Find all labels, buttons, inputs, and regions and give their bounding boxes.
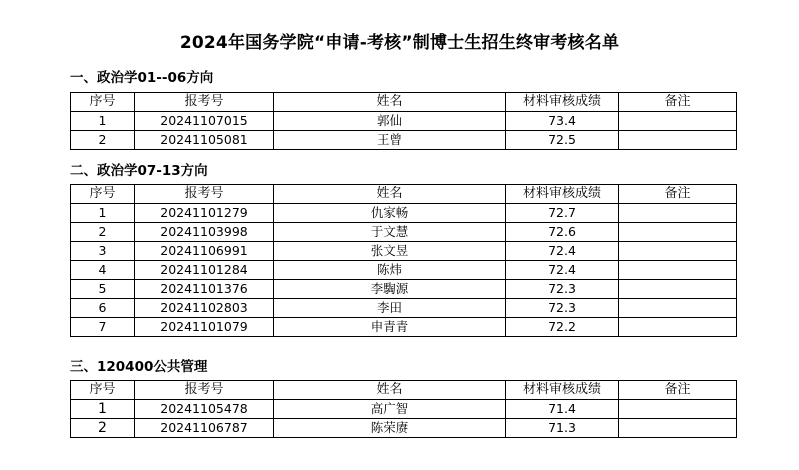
- cell-note: [619, 400, 737, 419]
- cell-id: 20241107015: [135, 112, 274, 131]
- cell-name: 陈炜: [274, 261, 506, 280]
- cell-note: [619, 112, 737, 131]
- cell-name: 李騊源: [274, 280, 506, 299]
- section-heading-2: 二、政治学07-13方向: [70, 163, 208, 179]
- column-header-seq: 序号: [71, 93, 135, 112]
- cell-score: 73.4: [506, 112, 619, 131]
- cell-seq: 1: [71, 204, 135, 223]
- column-header-name: 姓名: [274, 381, 506, 400]
- section-heading-3: 三、120400公共管理: [70, 359, 208, 375]
- cell-score: 72.3: [506, 280, 619, 299]
- section-heading-1: 一、政治学01--06方向: [70, 70, 214, 86]
- cell-score: 71.4: [506, 400, 619, 419]
- roster-table-2: [70, 184, 737, 337]
- table-header-row: [71, 93, 737, 112]
- table-row: [71, 299, 737, 318]
- cell-note: [619, 131, 737, 150]
- cell-note: [619, 299, 737, 318]
- cell-score: 71.3: [506, 419, 619, 438]
- cell-id: 20241101279: [135, 204, 274, 223]
- cell-score: 72.4: [506, 261, 619, 280]
- cell-score: 72.3: [506, 299, 619, 318]
- cell-seq: 6: [71, 299, 135, 318]
- table-row: [71, 400, 737, 419]
- column-header-score: 材料审核成绩: [506, 93, 619, 112]
- column-header-id: 报考号: [135, 185, 274, 204]
- cell-seq: 7: [71, 318, 135, 337]
- cell-name: 张文昱: [274, 242, 506, 261]
- column-header-id: 报考号: [135, 93, 274, 112]
- cell-note: [619, 318, 737, 337]
- cell-score: 72.2: [506, 318, 619, 337]
- cell-name: 仇家畅: [274, 204, 506, 223]
- cell-id: 20241105478: [135, 400, 274, 419]
- cell-score: 72.7: [506, 204, 619, 223]
- cell-note: [619, 204, 737, 223]
- cell-name: 李田: [274, 299, 506, 318]
- column-header-seq: 序号: [71, 381, 135, 400]
- cell-name: 郭仙: [274, 112, 506, 131]
- cell-seq: 2: [71, 419, 135, 438]
- cell-note: [619, 223, 737, 242]
- column-header-score: 材料审核成绩: [506, 381, 619, 400]
- cell-id: 20241106787: [135, 419, 274, 438]
- cell-id: 20241101376: [135, 280, 274, 299]
- column-header-id: 报考号: [135, 381, 274, 400]
- cell-id: 20241103998: [135, 223, 274, 242]
- roster-table-3: [70, 380, 737, 438]
- document-title: 2024年国务学院“申请-考核”制博士生招生终审考核名单: [179, 33, 620, 53]
- column-header-name: 姓名: [274, 93, 506, 112]
- column-header-note: 备注: [619, 381, 737, 400]
- cell-seq: 5: [71, 280, 135, 299]
- cell-seq: 3: [71, 242, 135, 261]
- roster-table-1: [70, 92, 737, 150]
- table-row: [71, 261, 737, 280]
- cell-note: [619, 419, 737, 438]
- cell-name: 于文慧: [274, 223, 506, 242]
- column-header-note: 备注: [619, 93, 737, 112]
- cell-name: 高广智: [274, 400, 506, 419]
- cell-seq: 4: [71, 261, 135, 280]
- cell-id: 20241106991: [135, 242, 274, 261]
- cell-seq: 2: [71, 223, 135, 242]
- table-row: [71, 204, 737, 223]
- table-header-row: [71, 381, 737, 400]
- table-row: [71, 318, 737, 337]
- column-header-name: 姓名: [274, 185, 506, 204]
- cell-name: 陈荣赓: [274, 419, 506, 438]
- column-header-note: 备注: [619, 185, 737, 204]
- table-row: [71, 112, 737, 131]
- cell-note: [619, 280, 737, 299]
- cell-score: 72.4: [506, 242, 619, 261]
- cell-id: 20241101079: [135, 318, 274, 337]
- table-row: [71, 419, 737, 438]
- cell-score: 72.5: [506, 131, 619, 150]
- cell-name: 王曾: [274, 131, 506, 150]
- table-row: [71, 223, 737, 242]
- cell-seq: 1: [71, 112, 135, 131]
- cell-name: 申青青: [274, 318, 506, 337]
- table-header-row: [71, 185, 737, 204]
- cell-note: [619, 242, 737, 261]
- cell-id: 20241101284: [135, 261, 274, 280]
- cell-score: 72.6: [506, 223, 619, 242]
- table-row: [71, 280, 737, 299]
- cell-seq: 2: [71, 131, 135, 150]
- cell-note: [619, 261, 737, 280]
- cell-id: 20241105081: [135, 131, 274, 150]
- cell-seq: 1: [71, 400, 135, 419]
- table-row: [71, 242, 737, 261]
- table-row: [71, 131, 737, 150]
- column-header-seq: 序号: [71, 185, 135, 204]
- column-header-score: 材料审核成绩: [506, 185, 619, 204]
- cell-id: 20241102803: [135, 299, 274, 318]
